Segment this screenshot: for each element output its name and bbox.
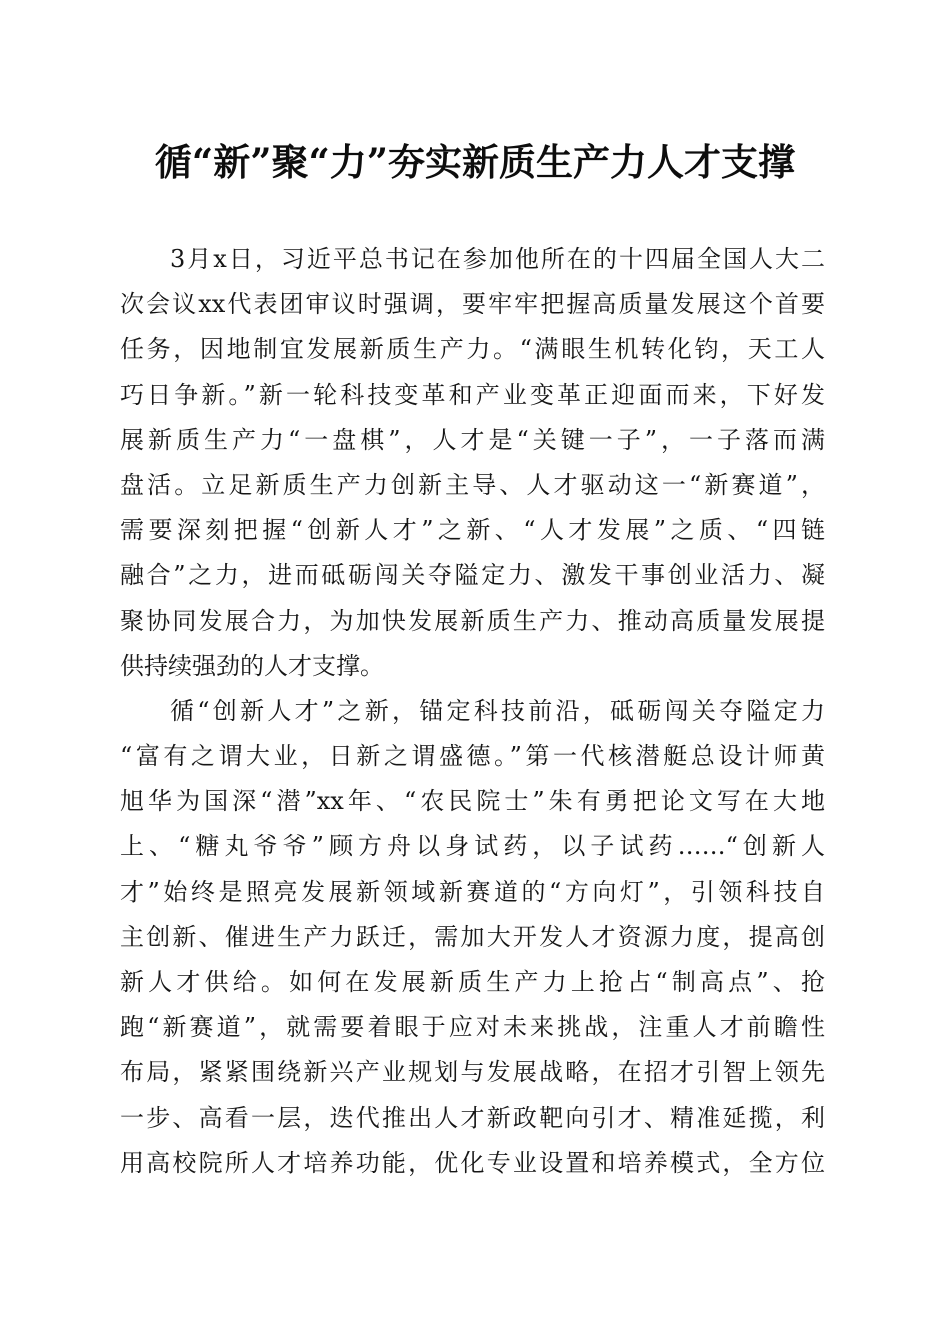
paragraph-line: 融合”之力，进而砥砺闯关夺隘定力、激发干事创业活力、凝 [120,561,825,590]
paragraph-line: 主创新、催进生产力跃迁，需加大开发人才资源力度，提高创 [120,922,825,951]
paragraph-line: 才”始终是照亮发展新领域新赛道的“方向灯”，引领科技自 [120,877,825,906]
paragraph-line: 新人才供给。如何在发展新质生产力上抢占“制高点”、抢 [120,968,825,996]
paragraph-line: 盘活。立足新质生产力创新主导、人才驱动这一“新赛道”， [120,470,825,499]
document-title: 循“新”聚“力”夯实新质生产力人才支撑 [154,140,796,184]
paragraph-1 [120,237,825,689]
paragraph-line: 跑“新赛道”，就需要着眼于应对未来挑战，注重人才前瞻性 [120,1013,825,1042]
paragraph-line: 次会议xx代表团审议时强调，要牢牢把握高质量发展这个首要 [120,290,825,319]
paragraph-line: “富有之谓大业，日新之谓盛德。”第一代核潜艇总设计师黄 [120,742,825,771]
paragraph-2 [120,689,825,1186]
paragraph-line: 3月x日，习近平总书记在参加他所在的十四届全国人大二 [170,245,825,273]
paragraph-line: 需要深刻把握“创新人才”之新、“人才发展”之质、“四链 [120,516,825,545]
paragraph-line: 供持续强劲的人才支撑。 [120,651,384,680]
paragraph-line: 用高校院所人才培养功能，优化专业设置和培养模式，全方位 [120,1148,825,1177]
paragraph-line: 展新质生产力“一盘棋”，人才是“关键一子”，一子落而满 [120,425,825,454]
paragraph-line: 巧日争新。”新一轮科技变革和产业变革正迎面而来，下好发 [120,380,825,409]
paragraph-line: 一步、高看一层，迭代推出人才新政靶向引才、精准延揽，利 [120,1103,825,1132]
paragraph-line: 循“创新人才”之新，锚定科技前沿，砥砺闯关夺隘定力 [170,696,825,725]
paragraph-line: 聚协同发展合力，为加快发展新质生产力、推动高质量发展提 [120,606,825,635]
paragraph-line: 布局，紧紧围绕新兴产业规划与发展战略，在招才引智上领先 [120,1058,825,1087]
paragraph-line: 上、“糖丸爷爷”顾方舟以身试药，以子试药……“创新人 [120,832,825,861]
document-body [120,237,825,1186]
paragraph-line: 任务，因地制宜发展新质生产力。“满眼生机转化钧，天工人 [120,335,825,364]
paragraph-line: 旭华为国深“潜”xx年、“农民院士”朱有勇把论文写在大地 [120,787,825,816]
